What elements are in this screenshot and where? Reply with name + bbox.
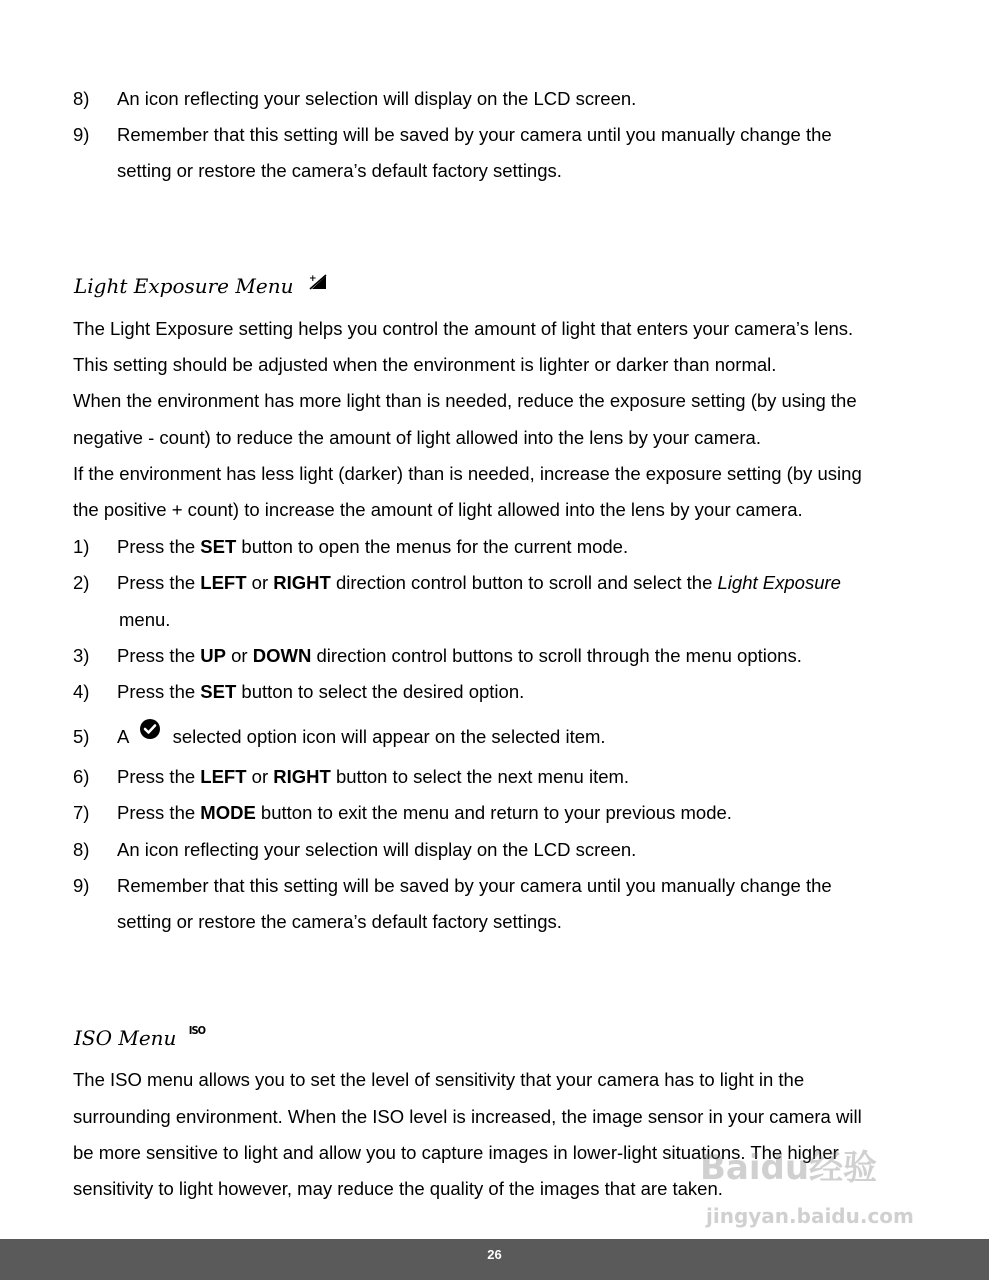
key-set: SET [200, 536, 237, 557]
paragraph-line: surrounding environment. When the ISO level is increased, the image sensor in your camera will [73, 1106, 862, 1127]
exposure-icon [308, 272, 328, 296]
list-number: 3) [73, 645, 90, 666]
key-right: RIGHT [273, 572, 331, 593]
list-text: menu. [119, 609, 171, 630]
paragraph-line: negative - count) to reduce the amount of light allowed into the lens by your camera. [73, 427, 761, 448]
menu-name: Light Exposure [717, 572, 841, 593]
checkmark-circle-icon [139, 718, 161, 745]
list-number: 7) [73, 802, 90, 823]
paragraph-line: sensitivity to light however, may reduce the quality of the images that are taken. [73, 1178, 723, 1199]
list-text: Press the UP or DOWN direction control buttons to scroll through the menu options. [117, 645, 802, 666]
list-text: Press the SET button to select the desired option. [117, 681, 525, 702]
paragraph-line: This setting should be adjusted when the environment is lighter or darker than normal. [73, 354, 777, 375]
list-text: Press the SET button to open the menus for the current mode. [117, 536, 629, 557]
iso-icon: ISO [188, 1024, 206, 1037]
paragraph-line: The ISO menu allows you to set the level of sensitivity that your camera has to light in the [73, 1069, 805, 1090]
list-text: Press the MODE button to exit the menu and return to your previous mode. [117, 802, 732, 823]
watermark [700, 1140, 914, 1228]
paragraph-line: If the environment has less light (darker) than is needed, increase the exposure setting (by using [73, 463, 862, 484]
watermark-url: jingyan.baidu.com [706, 1204, 914, 1228]
paragraph-line: the positive + count) to increase the amount of light allowed into the lens by your camera. [73, 499, 803, 520]
list-number: 9) [73, 875, 90, 896]
list-text: Press the LEFT or RIGHT button to select the next menu item. [117, 766, 630, 787]
paragraph-line: The Light Exposure setting helps you control the amount of light that enters your camera’s lens. [73, 318, 854, 339]
list-number: 4) [73, 681, 90, 702]
page-footer [0, 1239, 989, 1280]
list-number: 1) [73, 536, 90, 557]
list-number: 8) [73, 839, 90, 860]
list-text: setting or restore the camera’s default factory settings. [117, 911, 562, 932]
list-number: 5) [73, 726, 90, 747]
key-up: UP [200, 645, 226, 666]
watermark-brand: Baidu经验 [700, 1148, 878, 1188]
list-number: 8) [73, 88, 90, 109]
list-text: Press the LEFT or RIGHT direction control button to scroll and select the Light Exposure [117, 572, 841, 593]
svg-text:+: + [308, 273, 317, 284]
paragraph-line: be more sensitive to light and allow you to capture images in lower-light situations. The higher [73, 1142, 839, 1163]
key-right: RIGHT [273, 766, 331, 787]
section-heading-light-exposure [74, 274, 328, 298]
list-number: 9) [73, 124, 90, 145]
key-mode: MODE [200, 802, 256, 823]
list-number: 6) [73, 766, 90, 787]
heading-text: ISO Menu [74, 1026, 177, 1050]
key-left: LEFT [200, 572, 247, 593]
page-number: 26 [487, 1247, 502, 1262]
list-text: Remember that this setting will be saved by your camera until you manually change the [117, 124, 832, 145]
section-heading-iso [74, 1026, 205, 1050]
heading-text: Light Exposure Menu [74, 274, 294, 298]
key-left: LEFT [200, 766, 247, 787]
key-set: SET [200, 681, 237, 702]
paragraph-line: When the environment has more light than is needed, reduce the exposure setting (by using the [73, 390, 857, 411]
list-text: setting or restore the camera’s default factory settings. [117, 160, 562, 181]
list-text: A selected option icon will appear on the selected item. [117, 726, 606, 748]
list-text: Remember that this setting will be saved by your camera until you manually change the [117, 875, 832, 896]
list-text: An icon reflecting your selection will display on the LCD screen. [117, 839, 637, 860]
list-number: 2) [73, 572, 90, 593]
key-down: DOWN [252, 645, 312, 666]
list-text: An icon reflecting your selection will display on the LCD screen. [117, 88, 637, 109]
